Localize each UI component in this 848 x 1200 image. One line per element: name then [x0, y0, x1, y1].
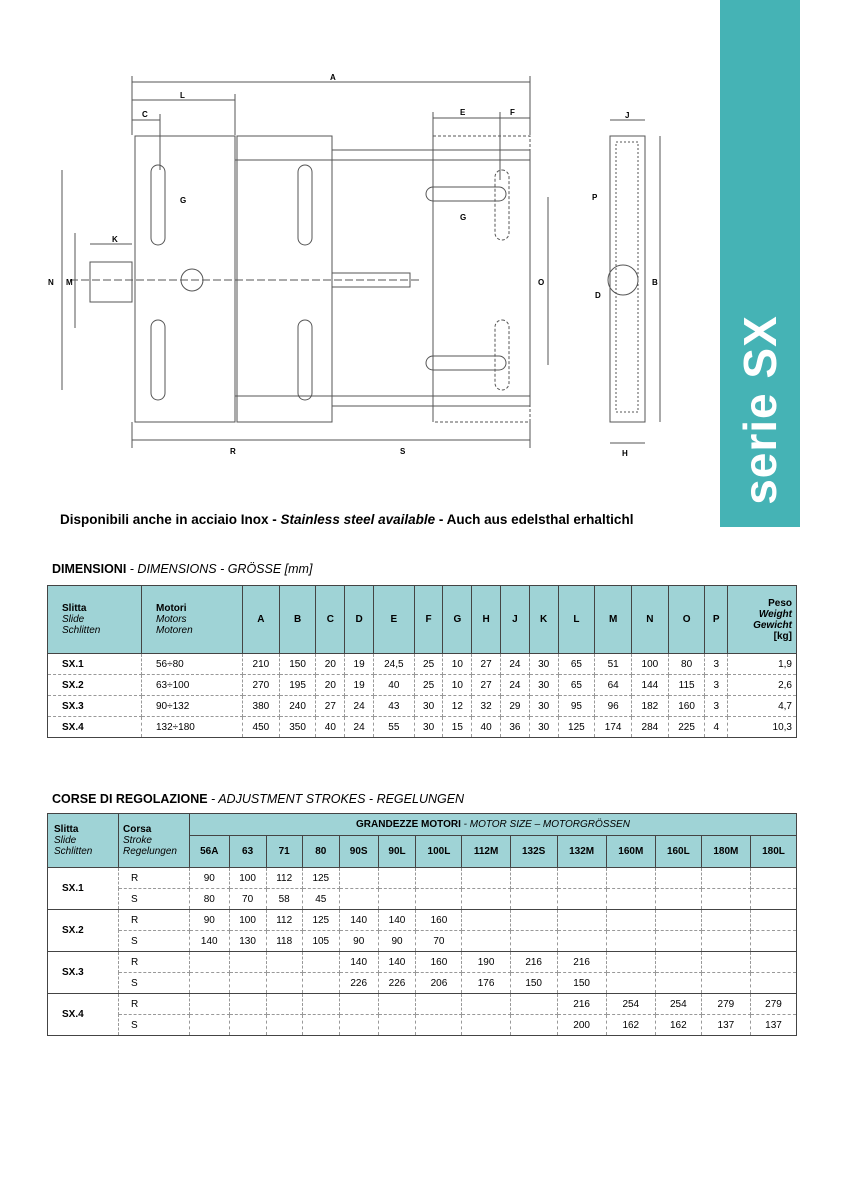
str-col-slitta-1: Slide: [54, 835, 77, 846]
cell: 30: [529, 717, 558, 738]
cell: [462, 994, 510, 1015]
cell: [510, 889, 557, 910]
row-kg: 10,3: [728, 717, 797, 738]
cell: 90: [378, 931, 416, 952]
cell: 29: [501, 696, 530, 717]
col-corsa: [119, 814, 190, 868]
cell: 118: [266, 931, 302, 952]
cell: 160: [668, 696, 705, 717]
cell: 25: [414, 654, 443, 675]
cell: 90: [190, 910, 230, 931]
dimensions-title: [52, 562, 312, 576]
dimensions-table: [47, 585, 797, 738]
svg-text:G: G: [180, 196, 187, 205]
cell: 137: [750, 1015, 796, 1036]
col-size: 90S: [339, 836, 378, 868]
cell: 80: [190, 889, 230, 910]
cell: [701, 889, 750, 910]
cell: [416, 868, 462, 889]
cell: [339, 868, 378, 889]
table-row: [48, 675, 797, 696]
technical-drawing: [40, 70, 680, 460]
col-G: G: [443, 586, 472, 654]
cell: 195: [279, 675, 316, 696]
row-kind: S: [119, 931, 190, 952]
cell: 24,5: [374, 654, 415, 675]
svg-text:H: H: [622, 449, 628, 458]
cell: [510, 931, 557, 952]
cell: [266, 994, 302, 1015]
row-kg: 1,9: [728, 654, 797, 675]
cell: [339, 994, 378, 1015]
cell: 279: [750, 994, 796, 1015]
cell: 144: [632, 675, 669, 696]
cell: 140: [339, 952, 378, 973]
dimensions-title-bold: DIMENSIONI: [52, 562, 127, 576]
group-bold: GRANDEZZE MOTORI: [356, 819, 461, 830]
cell: [378, 889, 416, 910]
cell: 64: [595, 675, 632, 696]
cell: 125: [558, 717, 595, 738]
cell: [302, 973, 339, 994]
cell: 19: [345, 654, 374, 675]
cell: 226: [378, 973, 416, 994]
cell: 80: [668, 654, 705, 675]
str-col-corsa-2: Regelungen: [123, 846, 177, 857]
str-col-slitta-2: Schlitten: [54, 846, 93, 857]
col-motori-2: Motoren: [156, 625, 193, 636]
cell: [655, 973, 701, 994]
cell: [655, 868, 701, 889]
cell: [510, 868, 557, 889]
row-kind: R: [119, 994, 190, 1015]
cell: [229, 973, 266, 994]
cell: 51: [595, 654, 632, 675]
col-peso-0: Peso: [768, 597, 792, 609]
cell: [606, 889, 655, 910]
row-kind: R: [119, 910, 190, 931]
cell: 284: [632, 717, 669, 738]
col-slitta: [48, 814, 119, 868]
table-row: [48, 952, 797, 973]
cell: [416, 1015, 462, 1036]
cell: 240: [279, 696, 316, 717]
cell: 65: [558, 675, 595, 696]
svg-text:E: E: [460, 108, 466, 117]
cell: 210: [243, 654, 280, 675]
cell: [416, 889, 462, 910]
cell: 174: [595, 717, 632, 738]
svg-text:P: P: [592, 193, 598, 202]
col-peso: [728, 586, 797, 654]
table-row: [48, 717, 797, 738]
cell: 12: [443, 696, 472, 717]
col-motori: [142, 586, 243, 654]
row-name: SX.2: [48, 910, 119, 952]
row-motor: 56÷80: [142, 654, 243, 675]
row-kg: 2,6: [728, 675, 797, 696]
row-kind: S: [119, 973, 190, 994]
cell: 100: [632, 654, 669, 675]
str-col-slitta-0: Slitta: [54, 824, 79, 835]
cell: 20: [316, 675, 345, 696]
cell: 3: [705, 696, 728, 717]
group-rest: - MOTOR SIZE – MOTORGRÖSSEN: [460, 819, 630, 830]
cell: [510, 910, 557, 931]
cell: 40: [472, 717, 501, 738]
svg-text:O: O: [538, 278, 545, 287]
cell: 130: [229, 931, 266, 952]
col-size: 71: [266, 836, 302, 868]
col-size: 160M: [606, 836, 655, 868]
cell: 254: [655, 994, 701, 1015]
row-name: SX.4: [48, 994, 119, 1036]
cell: [701, 868, 750, 889]
svg-text:F: F: [510, 108, 515, 117]
row-kg: 4,7: [728, 696, 797, 717]
strokes-title: [52, 792, 464, 806]
cell: [510, 994, 557, 1015]
cell: 70: [229, 889, 266, 910]
strokes-title-bold: CORSE DI REGOLAZIONE: [52, 792, 208, 806]
col-slitta-2: Schlitten: [62, 625, 101, 636]
col-peso-2: Gewicht: [753, 619, 792, 631]
col-size: 180M: [701, 836, 750, 868]
cell: 27: [472, 675, 501, 696]
col-size: 180L: [750, 836, 796, 868]
cell: 24: [501, 654, 530, 675]
cell: 70: [416, 931, 462, 952]
col-N: N: [632, 586, 669, 654]
str-col-corsa-0: Corsa: [123, 824, 152, 835]
cell: 15: [443, 717, 472, 738]
cell: 19: [345, 675, 374, 696]
cell: 140: [378, 910, 416, 931]
cell: 279: [701, 994, 750, 1015]
table-row: [48, 994, 797, 1015]
cell: 32: [472, 696, 501, 717]
cell: [266, 952, 302, 973]
cell: [302, 952, 339, 973]
svg-text:L: L: [180, 91, 185, 100]
svg-text:B: B: [652, 278, 658, 287]
cell: [701, 910, 750, 931]
cell: [701, 952, 750, 973]
row-name: SX.1: [48, 654, 142, 675]
cell: 350: [279, 717, 316, 738]
row-kind: S: [119, 889, 190, 910]
col-B: B: [279, 586, 316, 654]
series-title: serie SX: [734, 315, 786, 505]
col-P: P: [705, 586, 728, 654]
cell: 125: [302, 910, 339, 931]
availability-de: - Auch aus edelsthal erhaltichl: [435, 512, 634, 527]
row-name: SX.3: [48, 952, 119, 994]
row-kind: R: [119, 952, 190, 973]
cell: 55: [374, 717, 415, 738]
cell: 95: [558, 696, 595, 717]
svg-text:C: C: [142, 110, 148, 119]
cell: 24: [345, 696, 374, 717]
cell: 140: [339, 910, 378, 931]
cell: [190, 994, 230, 1015]
cell: [378, 994, 416, 1015]
svg-text:N: N: [48, 278, 54, 287]
cell: 43: [374, 696, 415, 717]
cell: [557, 931, 606, 952]
cell: 150: [279, 654, 316, 675]
cell: 65: [558, 654, 595, 675]
cell: 162: [606, 1015, 655, 1036]
cell: 90: [190, 868, 230, 889]
cell: 3: [705, 654, 728, 675]
cell: 112: [266, 910, 302, 931]
row-name: SX.3: [48, 696, 142, 717]
cell: [606, 868, 655, 889]
svg-text:K: K: [112, 235, 118, 244]
cell: 30: [529, 675, 558, 696]
cell: 190: [462, 952, 510, 973]
col-M: M: [595, 586, 632, 654]
col-size: 56A: [190, 836, 230, 868]
cell: 140: [378, 952, 416, 973]
col-slitta: [48, 586, 142, 654]
table-row: [48, 973, 797, 994]
group-header: [190, 814, 797, 836]
cell: [378, 868, 416, 889]
cell: 30: [529, 654, 558, 675]
cell: 90: [339, 931, 378, 952]
cell: [655, 889, 701, 910]
cell: 270: [243, 675, 280, 696]
cell: [229, 994, 266, 1015]
cell: [462, 931, 510, 952]
cell: [606, 952, 655, 973]
strokes-table: [47, 813, 797, 1036]
cell: [229, 952, 266, 973]
str-col-corsa-1: Stroke: [123, 835, 152, 846]
cell: [655, 910, 701, 931]
table-row: [48, 1015, 797, 1036]
col-peso-3: [kg]: [773, 630, 792, 642]
table-row: [48, 868, 797, 889]
col-motori-1: Motors: [156, 614, 187, 625]
cell: [266, 973, 302, 994]
row-motor: 132÷180: [142, 717, 243, 738]
cell: 140: [190, 931, 230, 952]
cell: [750, 973, 796, 994]
cell: 226: [339, 973, 378, 994]
cell: 40: [374, 675, 415, 696]
cell: [750, 931, 796, 952]
col-L: L: [558, 586, 595, 654]
series-tab: [720, 0, 800, 527]
row-motor: 90÷132: [142, 696, 243, 717]
cell: [302, 994, 339, 1015]
row-name: SX.2: [48, 675, 142, 696]
cell: 10: [443, 654, 472, 675]
cell: [266, 1015, 302, 1036]
col-C: C: [316, 586, 345, 654]
availability-note: [60, 512, 633, 527]
cell: [750, 889, 796, 910]
svg-text:A: A: [330, 73, 336, 82]
cell: 30: [414, 717, 443, 738]
cell: 206: [416, 973, 462, 994]
col-K: K: [529, 586, 558, 654]
col-size: 132S: [510, 836, 557, 868]
cell: 105: [302, 931, 339, 952]
cell: [339, 889, 378, 910]
cell: 4: [705, 717, 728, 738]
row-name: SX.4: [48, 717, 142, 738]
cell: 27: [472, 654, 501, 675]
row-kind: S: [119, 1015, 190, 1036]
cell: [190, 952, 230, 973]
col-size: 160L: [655, 836, 701, 868]
cell: 45: [302, 889, 339, 910]
cell: 30: [414, 696, 443, 717]
cell: 225: [668, 717, 705, 738]
cell: 115: [668, 675, 705, 696]
cell: [339, 1015, 378, 1036]
table-row: [48, 889, 797, 910]
cell: 36: [501, 717, 530, 738]
table-row: [48, 931, 797, 952]
cell: 20: [316, 654, 345, 675]
cell: [229, 1015, 266, 1036]
cell: [462, 868, 510, 889]
cell: [462, 1015, 510, 1036]
strokes-title-rest: - ADJUSTMENT STROKES - REGELUNGEN: [207, 792, 465, 806]
cell: [750, 910, 796, 931]
cell: [510, 1015, 557, 1036]
cell: [701, 973, 750, 994]
col-slitta-0: Slitta: [62, 603, 87, 614]
cell: 24: [345, 717, 374, 738]
col-E: E: [374, 586, 415, 654]
cell: 162: [655, 1015, 701, 1036]
cell: 100: [229, 910, 266, 931]
cell: 216: [557, 952, 606, 973]
cell: [557, 889, 606, 910]
cell: 216: [557, 994, 606, 1015]
cell: [190, 1015, 230, 1036]
col-size: 132M: [557, 836, 606, 868]
dimensions-title-rest: - DIMENSIONS - GRÖSSE [mm]: [126, 562, 313, 576]
col-F: F: [414, 586, 443, 654]
svg-text:G: G: [460, 213, 467, 222]
cell: 58: [266, 889, 302, 910]
cell: [190, 973, 230, 994]
cell: 40: [316, 717, 345, 738]
cell: 112: [266, 868, 302, 889]
cell: [557, 868, 606, 889]
col-size: 90L: [378, 836, 416, 868]
cell: 137: [701, 1015, 750, 1036]
cell: 25: [414, 675, 443, 696]
cell: [378, 1015, 416, 1036]
col-size: 80: [302, 836, 339, 868]
row-kind: R: [119, 868, 190, 889]
availability-it: Disponibili anche in acciaio Inox -: [60, 512, 281, 527]
cell: 150: [510, 973, 557, 994]
table-row: [48, 654, 797, 675]
cell: 10: [443, 675, 472, 696]
cell: 160: [416, 952, 462, 973]
col-A: A: [243, 586, 280, 654]
cell: [606, 973, 655, 994]
cell: 254: [606, 994, 655, 1015]
cell: [416, 994, 462, 1015]
cell: [701, 931, 750, 952]
cell: 100: [229, 868, 266, 889]
col-size: 63: [229, 836, 266, 868]
cell: [557, 910, 606, 931]
svg-text:S: S: [400, 447, 406, 456]
cell: 150: [557, 973, 606, 994]
cell: [606, 910, 655, 931]
cell: [462, 910, 510, 931]
col-J: J: [501, 586, 530, 654]
col-size: 112M: [462, 836, 510, 868]
col-H: H: [472, 586, 501, 654]
cell: [462, 889, 510, 910]
svg-text:J: J: [625, 111, 630, 120]
col-motori-0: Motori: [156, 603, 187, 614]
svg-text:M: M: [66, 278, 73, 287]
table-row: [48, 910, 797, 931]
cell: 182: [632, 696, 669, 717]
svg-text:R: R: [230, 447, 236, 456]
cell: [750, 952, 796, 973]
cell: 450: [243, 717, 280, 738]
row-name: SX.1: [48, 868, 119, 910]
table-row: [48, 696, 797, 717]
cell: 30: [529, 696, 558, 717]
availability-en: Stainless steel available: [280, 512, 436, 527]
cell: 27: [316, 696, 345, 717]
cell: [750, 868, 796, 889]
cell: 380: [243, 696, 280, 717]
cell: 96: [595, 696, 632, 717]
svg-text:D: D: [595, 291, 601, 300]
cell: [302, 1015, 339, 1036]
cell: [655, 952, 701, 973]
col-peso-1: Weight: [758, 608, 792, 620]
cell: [655, 931, 701, 952]
cell: 125: [302, 868, 339, 889]
cell: [606, 931, 655, 952]
col-D: D: [345, 586, 374, 654]
row-motor: 63÷100: [142, 675, 243, 696]
cell: 3: [705, 675, 728, 696]
col-O: O: [668, 586, 705, 654]
cell: 200: [557, 1015, 606, 1036]
cell: 216: [510, 952, 557, 973]
col-slitta-1: Slide: [62, 614, 85, 625]
cell: 24: [501, 675, 530, 696]
cell: 160: [416, 910, 462, 931]
cell: 176: [462, 973, 510, 994]
col-size: 100L: [416, 836, 462, 868]
